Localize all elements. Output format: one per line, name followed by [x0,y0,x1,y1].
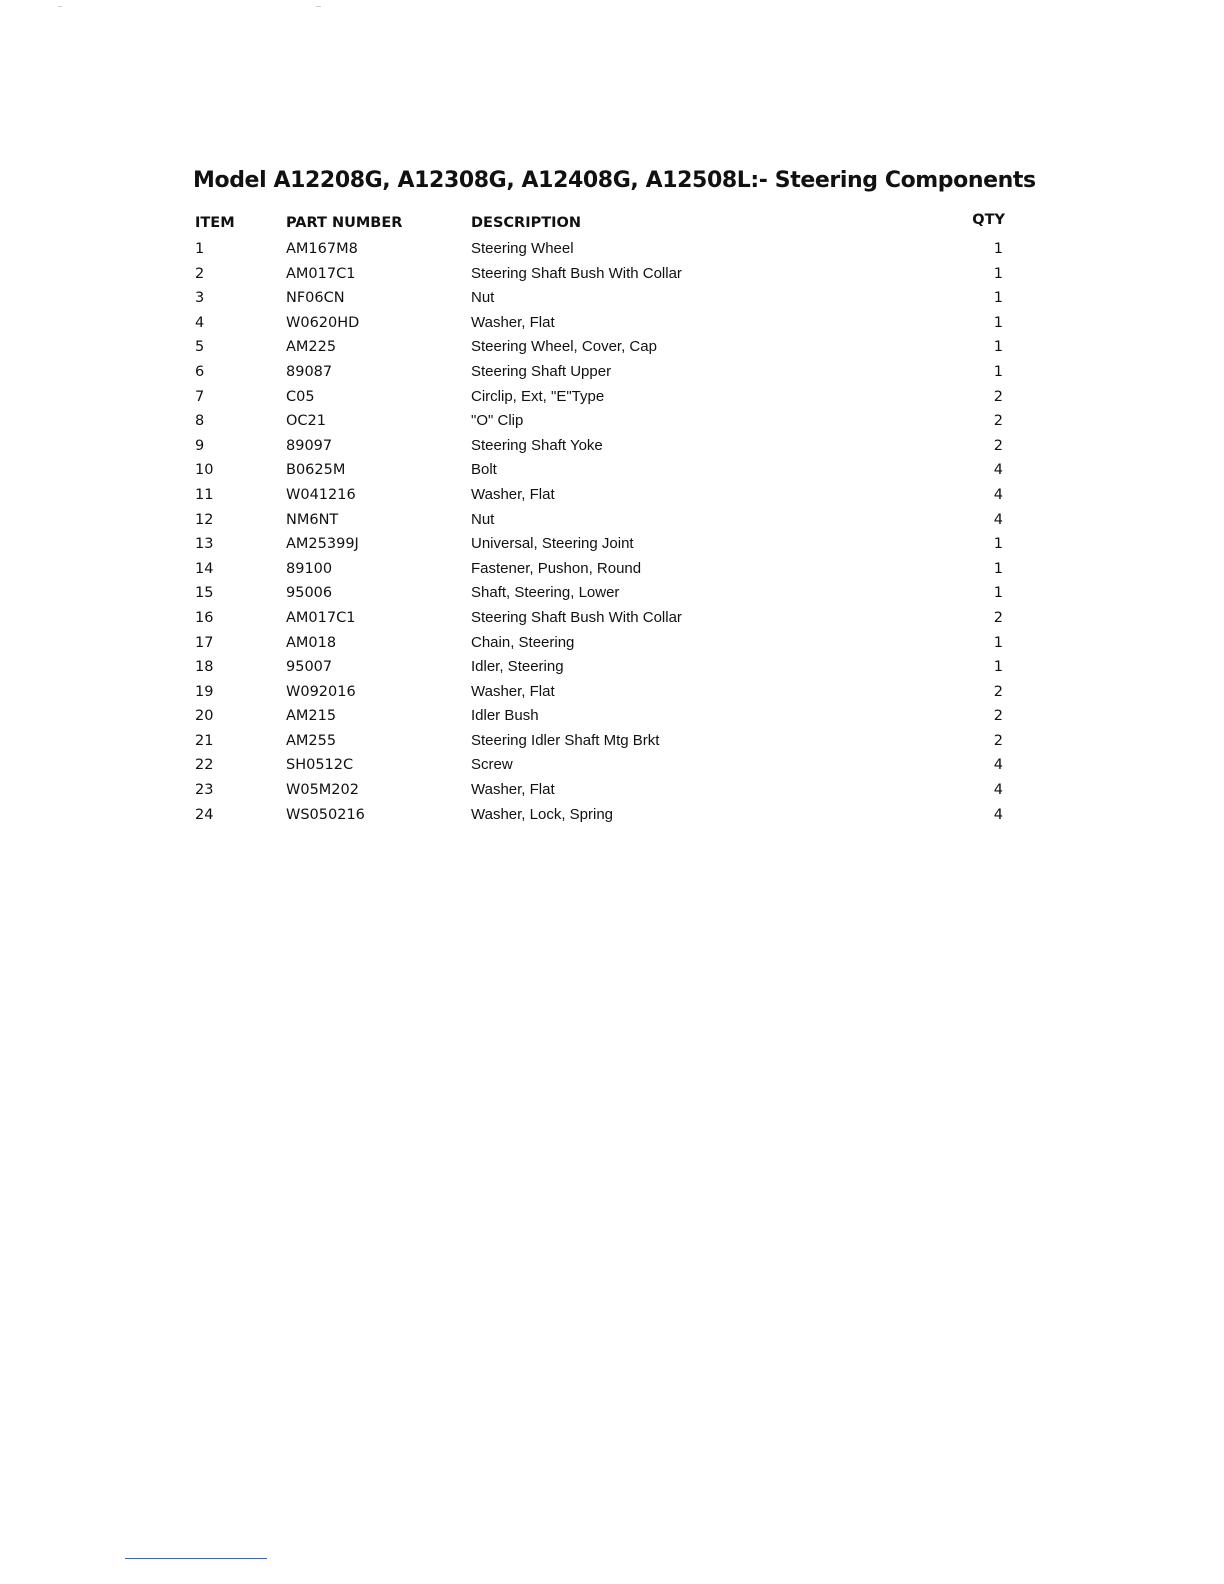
cell-part-number: W0620HD [286,314,360,331]
scan-mark-left [58,6,62,7]
cell-part-number: 95007 [286,659,333,676]
table-row [195,581,1007,606]
cell-description: Fastener, Pushon, Round [471,559,642,577]
cell-qty: 4 [993,806,1003,823]
table-row [195,237,1007,262]
table-row [195,385,1007,410]
table-row [195,262,1007,287]
header-qty: QTY [972,212,1005,228]
cell-description: Idler Bush [471,707,539,725]
cell-part-number: AM018 [286,634,337,651]
table-row [195,753,1007,778]
table-row [195,335,1007,360]
cell-part-number: 89100 [286,560,333,577]
cell-item: 9 [195,437,205,454]
cell-part-number: NM6NT [286,511,339,528]
parts-table [195,211,1007,827]
table-row [195,360,1007,385]
cell-item: 16 [195,609,214,626]
cell-description: Steering Wheel, Cover, Cap [471,338,657,356]
cell-item: 5 [195,339,205,356]
scan-mark-right [316,6,321,7]
cell-qty: 1 [993,241,1003,257]
cell-item: 1 [195,241,205,257]
cell-part-number: NF06CN [286,290,345,307]
cell-qty: 1 [993,585,1003,602]
cell-qty: 2 [993,708,1003,725]
cell-part-number: AM25399J [286,536,359,553]
cell-part-number: AM017C1 [286,609,356,626]
footer-rule [125,1558,267,1559]
cell-item: 19 [195,683,214,700]
cell-description: Washer, Flat [471,485,555,503]
cell-item: 2 [195,265,205,282]
cell-description: Steering Wheel [471,240,574,257]
table-row [195,409,1007,434]
cell-part-number: AM215 [286,708,337,725]
page-title: Model A12208G, A12308G, A12408G, A12508L:- Steering Components [193,168,1036,193]
cell-description: Nut [471,510,495,528]
cell-item: 18 [195,659,214,676]
cell-qty: 1 [993,659,1003,676]
cell-description: Steering Shaft Bush With Collar [471,608,682,626]
cell-part-number: 95006 [286,585,333,602]
cell-item: 7 [195,388,205,405]
cell-description: "O" Clip [471,412,524,430]
table-row [195,483,1007,508]
cell-qty: 4 [993,511,1003,528]
table-row [195,458,1007,483]
table-row [195,557,1007,582]
table-row [195,704,1007,729]
table-row [195,532,1007,557]
cell-part-number: C05 [286,388,315,405]
cell-qty: 2 [993,732,1003,749]
cell-item: 14 [195,560,214,577]
cell-qty: 4 [993,782,1003,799]
cell-item: 4 [195,314,205,331]
table-row [195,778,1007,803]
cell-description: Washer, Lock, Spring [471,805,614,823]
cell-part-number: SH0512C [286,757,354,774]
cell-qty: 1 [993,265,1003,282]
cell-qty: 2 [993,609,1003,626]
cell-qty: 2 [993,683,1003,700]
cell-description: Chain, Steering [471,633,575,651]
table-row [195,631,1007,656]
cell-item: 22 [195,757,214,774]
cell-item: 17 [195,634,214,651]
cell-part-number: B0625M [286,462,346,479]
cell-part-number: OC21 [286,413,326,430]
table-header [195,211,1007,237]
cell-item: 23 [195,782,214,799]
cell-part-number: WS050216 [286,806,365,823]
cell-description: Screw [471,756,513,774]
cell-description: Shaft, Steering, Lower [471,584,620,602]
cell-description: Universal, Steering Joint [471,535,634,553]
table-row [195,803,1007,828]
table-row [195,311,1007,336]
cell-description: Washer, Flat [471,682,555,700]
table-body [195,237,1007,827]
cell-qty: 1 [993,536,1003,553]
table-row [195,655,1007,680]
cell-qty: 4 [993,462,1003,479]
cell-item: 12 [195,511,214,528]
cell-qty: 4 [993,486,1003,503]
cell-description: Washer, Flat [471,313,555,331]
header-part-number: PART NUMBER [286,215,403,231]
table-row [195,508,1007,533]
cell-item: 11 [195,486,214,503]
cell-item: 20 [195,708,214,725]
cell-item: 13 [195,536,214,553]
cell-item: 15 [195,585,214,602]
cell-item: 8 [195,413,205,430]
table-row [195,286,1007,311]
cell-description: Nut [471,289,495,307]
table-row [195,680,1007,705]
cell-part-number: W041216 [286,486,356,503]
header-description: DESCRIPTION [471,215,581,231]
cell-description: Circlip, Ext, "E"Type [471,387,605,405]
header-item: ITEM [195,215,235,231]
cell-part-number: AM017C1 [286,265,356,282]
table-row [195,606,1007,631]
cell-description: Bolt [471,461,497,479]
table-row [195,729,1007,754]
cell-description: Steering Idler Shaft Mtg Brkt [471,731,660,749]
cell-item: 10 [195,462,214,479]
cell-description: Steering Shaft Bush With Collar [471,264,682,282]
cell-qty: 2 [993,437,1003,454]
cell-qty: 4 [993,757,1003,774]
cell-qty: 1 [993,290,1003,307]
cell-item: 3 [195,290,205,307]
cell-part-number: W05M202 [286,782,359,799]
cell-qty: 1 [993,363,1003,380]
cell-part-number: AM255 [286,732,337,749]
table-row [195,434,1007,459]
cell-part-number: AM167M8 [286,241,358,257]
cell-description: Steering Shaft Yoke [471,436,603,454]
cell-item: 21 [195,732,214,749]
cell-qty: 1 [993,560,1003,577]
cell-part-number: AM225 [286,339,337,356]
cell-description: Steering Shaft Upper [471,362,612,380]
cell-qty: 1 [993,339,1003,356]
cell-part-number: 89087 [286,363,333,380]
cell-qty: 1 [993,634,1003,651]
cell-qty: 2 [993,413,1003,430]
cell-part-number: 89097 [286,437,333,454]
cell-qty: 1 [993,314,1003,331]
cell-description: Washer, Flat [471,781,555,799]
cell-item: 6 [195,363,205,380]
cell-item: 24 [195,806,214,823]
cell-qty: 2 [993,388,1003,405]
cell-description: Idler, Steering [471,658,564,676]
cell-part-number: W092016 [286,683,356,700]
